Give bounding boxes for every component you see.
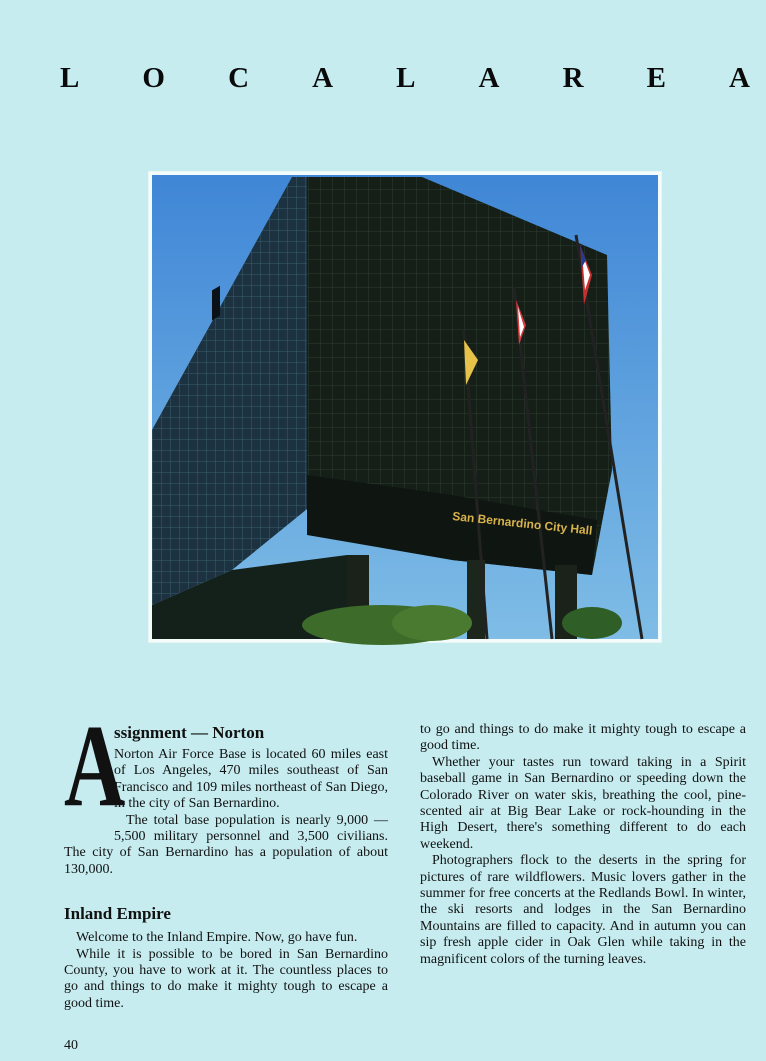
heading-letter: E (646, 62, 666, 94)
paragraph: Welcome to the Inland Empire. Now, go have fun. (76, 930, 358, 946)
heading-letter: A (729, 62, 750, 94)
right-column (420, 722, 746, 968)
page-heading (60, 62, 750, 95)
heading-letter: C (228, 62, 250, 94)
heading-letter: O (142, 62, 165, 94)
page-number: 40 (64, 1038, 78, 1053)
paragraph: The total base population is nearly 9,000 — 5,500 military personnel and 3,500 civilians. The city of San Bernardino has a population of about 130,000. (64, 812, 388, 877)
paragraph: Norton Air Force Base is located 60 miles east of Los Angeles, 470 miles southeast of San Francisco and 109 miles northeast of San Diego, in the city of San Bernardino. (114, 747, 388, 812)
left-column (64, 700, 388, 1011)
paragraph: Photographers flock to the deserts in the spring for pictures of rare wildflowers. Music lovers gather in the summer for free concerts at the Redlands Bowl. In winter, the ski resorts and lodges in the San Bernardino Mountains are filled to capacity. And in autumn you can sip fresh apple cider in Oak Glen while taking in the magnificent colors of the turning leaves. (420, 853, 746, 967)
drop-cap: A (64, 700, 126, 831)
section-title-assignment: ssignment — Norton (114, 723, 265, 742)
city-hall-photo (149, 172, 661, 642)
paragraph: While it is possible to be bored in San Bernardino County, you have to work at it. The countless places to go and things to do make it mighty tough to escape a good time. (64, 946, 388, 1011)
heading-letter: L (396, 62, 416, 94)
city-hall-sign: San Bernardino City Hall (451, 509, 594, 538)
paragraph: Whether your tastes run toward taking in a Spirit baseball game in San Bernardino or speeding down the Colorado River on water skis, breathing the cool, pine-scented air at Big Bear Lake or rock-hounding in the High Desert, there's something different to do each weekend. (420, 754, 746, 852)
section-title-inland-empire: Inland Empire (64, 904, 171, 924)
heading-letter: R (562, 62, 584, 94)
heading-letter: L (60, 62, 80, 94)
heading-letter: A (478, 62, 500, 94)
city-hall-illustration (152, 175, 658, 639)
paragraph-continuation: to go and things to do make it mighty tough to escape a good time. (420, 722, 746, 754)
heading-letter: A (312, 62, 334, 94)
